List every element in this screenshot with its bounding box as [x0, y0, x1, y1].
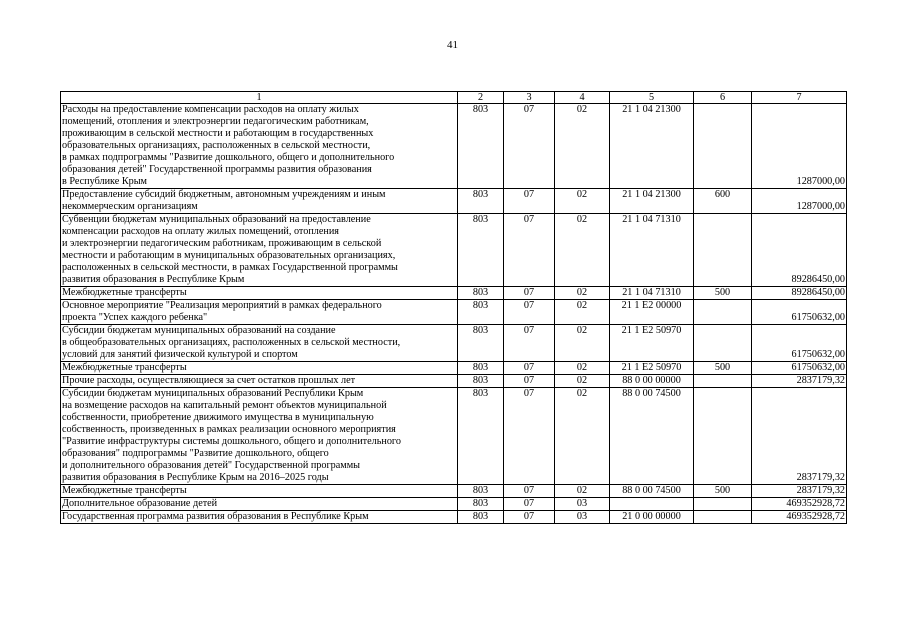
- column-header: 5: [610, 92, 694, 104]
- table-row: [61, 287, 847, 300]
- row-description: Предоставление субсидий бюджетным, автономным учреждениям и иным некоммерческим организациям: [61, 189, 458, 214]
- expense-type-code: [694, 498, 752, 511]
- target-article-code: 21 1 Е2 50970: [610, 362, 694, 375]
- expense-type-code: 500: [694, 287, 752, 300]
- target-article-code: 21 1 04 21300: [610, 104, 694, 189]
- expense-type-code: 600: [694, 189, 752, 214]
- table-row: [61, 300, 847, 325]
- expense-type-code: 500: [694, 362, 752, 375]
- amount: 2837179,32: [752, 485, 847, 498]
- subsection-code: 03: [555, 498, 610, 511]
- subsection-code: 02: [555, 300, 610, 325]
- expense-type-code: [694, 325, 752, 362]
- row-description: Дополнительное образование детей: [61, 498, 458, 511]
- section-code: 07: [504, 362, 555, 375]
- expense-type-code: [694, 300, 752, 325]
- expense-type-code: [694, 104, 752, 189]
- ministry-code: 803: [458, 498, 504, 511]
- amount: 61750632,00: [752, 325, 847, 362]
- amount: 2837179,32: [752, 375, 847, 388]
- expense-type-code: 500: [694, 485, 752, 498]
- amount: 2837179,32: [752, 388, 847, 485]
- amount: 61750632,00: [752, 300, 847, 325]
- table-row: [61, 498, 847, 511]
- subsection-code: 02: [555, 388, 610, 485]
- section-code: 07: [504, 375, 555, 388]
- page-number: 41: [447, 39, 458, 51]
- row-description: Межбюджетные трансферты: [61, 485, 458, 498]
- column-header: 6: [694, 92, 752, 104]
- row-description: Основное мероприятие "Реализация мероприятий в рамках федерального проекта "Успех каждого ребенка": [61, 300, 458, 325]
- table-row: [61, 325, 847, 362]
- ministry-code: 803: [458, 375, 504, 388]
- section-code: 07: [504, 189, 555, 214]
- section-code: 07: [504, 214, 555, 287]
- ministry-code: 803: [458, 511, 504, 524]
- ministry-code: 803: [458, 485, 504, 498]
- amount: 1287000,00: [752, 104, 847, 189]
- amount: 469352928,72: [752, 498, 847, 511]
- target-article-code: 21 1 Е2 00000: [610, 300, 694, 325]
- subsection-code: 02: [555, 325, 610, 362]
- column-header: 4: [555, 92, 610, 104]
- subsection-code: 03: [555, 511, 610, 524]
- ministry-code: 803: [458, 189, 504, 214]
- target-article-code: 21 1 04 21300: [610, 189, 694, 214]
- table-header-row: [61, 92, 847, 104]
- subsection-code: 02: [555, 189, 610, 214]
- row-description: Субсидии бюджетам муниципальных образований Республики Крым на возмещение расходов на капитальный ремонт объектов муниципальной собственности, приобретение движимого имущества в муниципальную собственность, произведенных в рамках реализации основного мероприятия "Развитие инфраструктуры системы дошкольного, общего и дополнительного образования" подпрограммы "Развитие дошкольного, общего и дополнительного образования детей" Государственной программы развития образования в Республике Крым на 2016–2025 годы: [61, 388, 458, 485]
- section-code: 07: [504, 511, 555, 524]
- row-description: Субвенции бюджетам муниципальных образований на предоставление компенсации расходов на оплату жилых помещений, отопления и электроэнергии педагогическим работникам, проживающим в сельской местности и работающим в муниципальных образовательных организациях, расположенных в сельской местности, в рамках Государственной программы развития образования в Республике Крым: [61, 214, 458, 287]
- expense-type-code: [694, 214, 752, 287]
- section-code: 07: [504, 287, 555, 300]
- amount: 89286450,00: [752, 214, 847, 287]
- section-code: 07: [504, 485, 555, 498]
- table-row: [61, 104, 847, 189]
- expense-type-code: [694, 375, 752, 388]
- ministry-code: 803: [458, 287, 504, 300]
- column-header: 1: [61, 92, 458, 104]
- amount: 61750632,00: [752, 362, 847, 375]
- row-description: Межбюджетные трансферты: [61, 287, 458, 300]
- subsection-code: 02: [555, 287, 610, 300]
- target-article-code: 21 1 04 71310: [610, 214, 694, 287]
- row-description: Прочие расходы, осуществляющиеся за счет остатков прошлых лет: [61, 375, 458, 388]
- row-description: Субсидии бюджетам муниципальных образований на создание в общеобразовательных организациях, расположенных в сельской местности, условий для занятий физической культурой и спортом: [61, 325, 458, 362]
- table-row: [61, 362, 847, 375]
- table-row: [61, 375, 847, 388]
- target-article-code: 88 0 00 74500: [610, 485, 694, 498]
- section-code: 07: [504, 300, 555, 325]
- row-description: Межбюджетные трансферты: [61, 362, 458, 375]
- column-header: 2: [458, 92, 504, 104]
- table-row: [61, 214, 847, 287]
- table-row: [61, 189, 847, 214]
- subsection-code: 02: [555, 214, 610, 287]
- section-code: 07: [504, 325, 555, 362]
- section-code: 07: [504, 104, 555, 189]
- row-description: Расходы на предоставление компенсации расходов на оплату жилых помещений, отопления и электроэнергии педагогическим работникам, проживающим в сельской местности и работающим в государственных образовательных организациях, расположенных в сельской местности, в рамках подпрограммы "Развитие дошкольного, общего и дополнительного образования детей" Государственной программы развития образования в Республике Крым: [61, 104, 458, 189]
- ministry-code: 803: [458, 388, 504, 485]
- amount: 469352928,72: [752, 511, 847, 524]
- ministry-code: 803: [458, 214, 504, 287]
- target-article-code: [610, 498, 694, 511]
- ministry-code: 803: [458, 104, 504, 189]
- amount: 1287000,00: [752, 189, 847, 214]
- column-header: 7: [752, 92, 847, 104]
- target-article-code: 88 0 00 74500: [610, 388, 694, 485]
- ministry-code: 803: [458, 300, 504, 325]
- subsection-code: 02: [555, 375, 610, 388]
- subsection-code: 02: [555, 104, 610, 189]
- table-row: [61, 388, 847, 485]
- target-article-code: 21 1 04 71310: [610, 287, 694, 300]
- target-article-code: 21 0 00 00000: [610, 511, 694, 524]
- target-article-code: 88 0 00 00000: [610, 375, 694, 388]
- table-row: [61, 511, 847, 524]
- ministry-code: 803: [458, 325, 504, 362]
- subsection-code: 02: [555, 362, 610, 375]
- subsection-code: 02: [555, 485, 610, 498]
- ministry-code: 803: [458, 362, 504, 375]
- section-code: 07: [504, 498, 555, 511]
- expense-type-code: [694, 511, 752, 524]
- table-row: [61, 485, 847, 498]
- column-header: 3: [504, 92, 555, 104]
- budget-table: [60, 91, 847, 524]
- row-description: Государственная программа развития образования в Республике Крым: [61, 511, 458, 524]
- amount: 89286450,00: [752, 287, 847, 300]
- target-article-code: 21 1 Е2 50970: [610, 325, 694, 362]
- expense-type-code: [694, 388, 752, 485]
- section-code: 07: [504, 388, 555, 485]
